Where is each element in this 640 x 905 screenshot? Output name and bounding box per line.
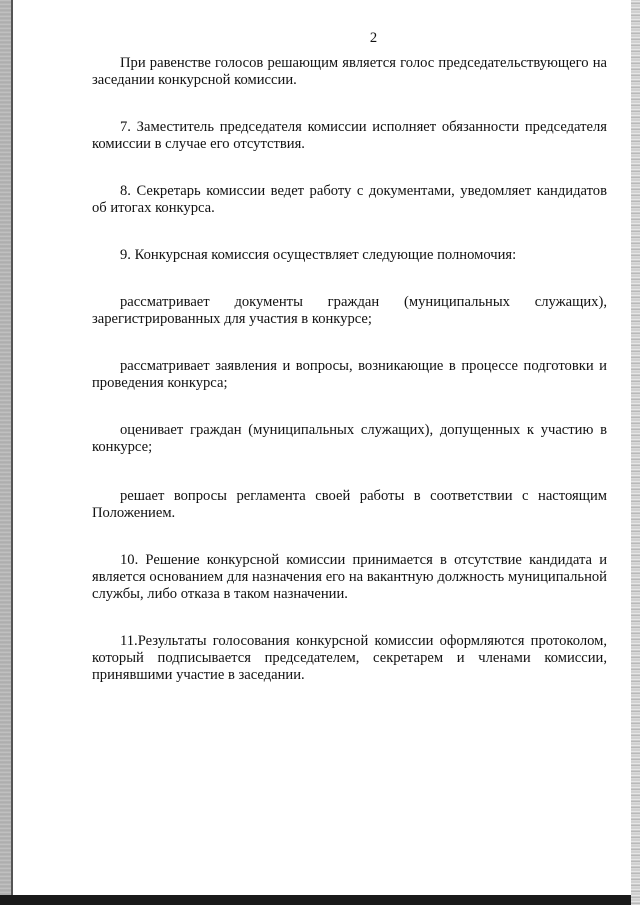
paragraph-spacer — [92, 153, 607, 183]
paragraph-spacer — [92, 89, 607, 119]
power-review-documents: рассматривает документы граждан (муниципальных служащих), зарегистрированных для участия в конкурсе; — [92, 294, 607, 327]
paragraph-9-powers: 9. Конкурсная комиссия осуществляет следующие полномочия: — [120, 247, 517, 263]
scan-left-border — [11, 0, 13, 905]
document-page — [92, 30, 607, 684]
paragraph-11-voting-results: 11.Результаты голосования конкурсной комиссии оформляются протоколом, который подписывается председателем, секретарем и членами комиссии, принявшими участие в заседании. — [92, 633, 607, 683]
scan-right-edge — [631, 0, 640, 905]
paragraph-tie-vote: При равенстве голосов решающим является голос председательствующего на заседании конкурсной комиссии. — [92, 55, 607, 88]
paragraph-spacer — [92, 522, 607, 552]
paragraph-spacer — [92, 264, 607, 294]
paragraph-spacer — [92, 392, 607, 422]
paragraph-spacer — [92, 328, 607, 358]
paragraph-8-secretary: 8. Секретарь комиссии ведет работу с документами, уведомляет кандидатов об итогах конкурса. — [92, 183, 607, 216]
paragraph-7-deputy-chair: 7. Заместитель председателя комиссии исполняет обязанности председателя комиссии в случае его отсутствия. — [92, 119, 607, 152]
power-review-applications: рассматривает заявления и вопросы, возникающие в процессе подготовки и проведения конкурса; — [92, 358, 607, 391]
power-regulations: решает вопросы регламента своей работы в соответствии с настоящим Положением. — [92, 488, 607, 521]
paragraph-spacer — [92, 456, 607, 488]
paragraph-spacer — [92, 217, 607, 247]
scan-left-edge — [0, 0, 11, 905]
page-number: 2 — [369, 30, 378, 46]
power-evaluate-citizens: оценивает граждан (муниципальных служащих), допущенных к участию в конкурсе; — [92, 422, 607, 455]
paragraph-spacer — [92, 603, 607, 633]
scan-bottom-border — [0, 895, 631, 905]
paragraph-10-decision: 10. Решение конкурсной комиссии принимается в отсутствие кандидата и является основанием для назначения его на вакантную должность муниципальной службы, либо отказа в таком назначении. — [92, 552, 607, 602]
